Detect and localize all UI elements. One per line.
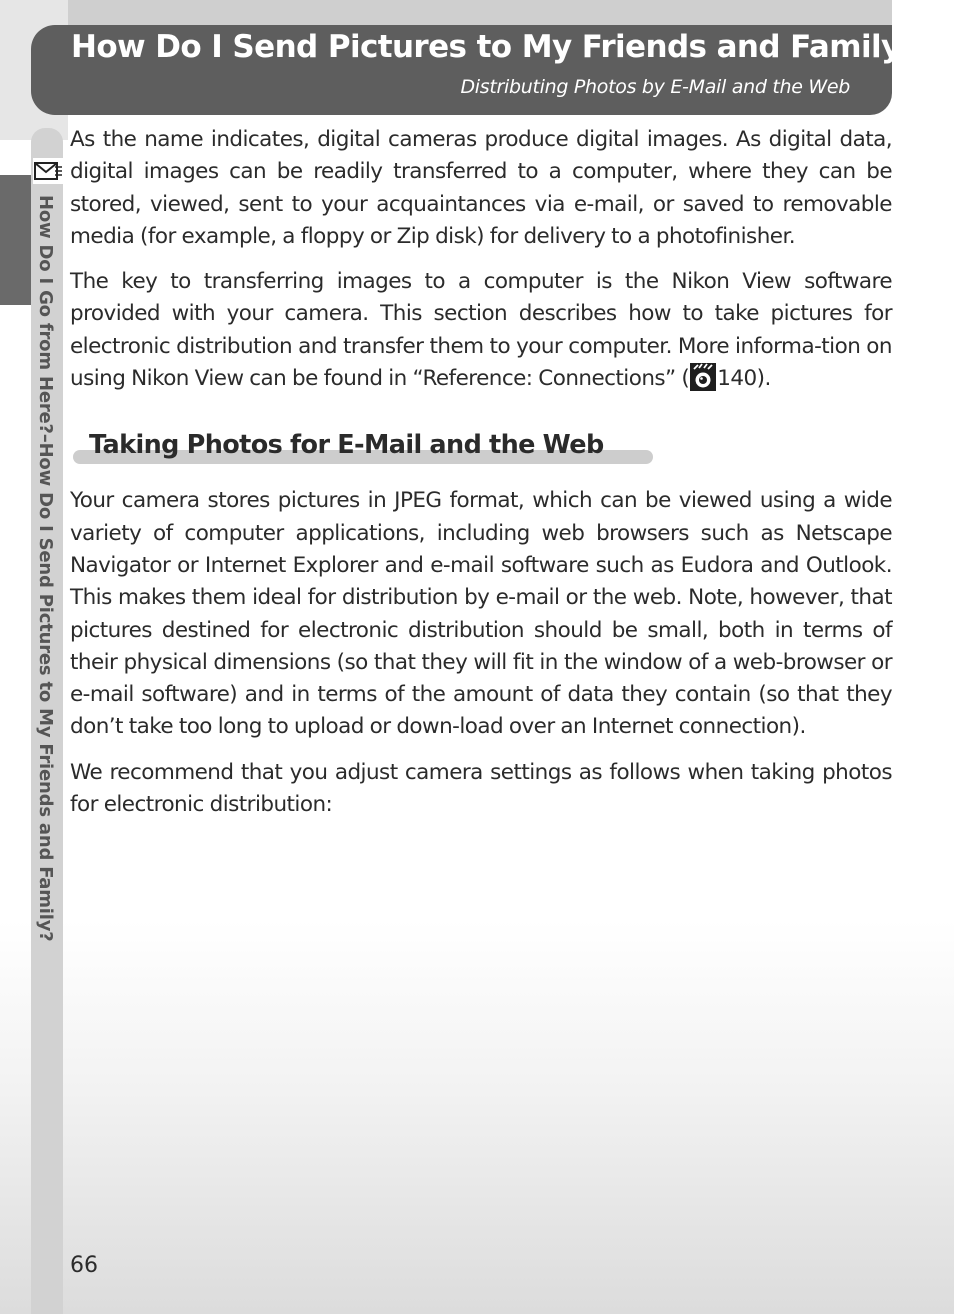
body-paragraph: We recommend that you adjust camera settings as follows when taking photos for electronic distribution: — [70, 759, 892, 818]
paragraph-text: 140). — [717, 366, 771, 392]
reference-page-icon — [690, 363, 716, 391]
page-number: 66 — [70, 1253, 98, 1278]
page-subtitle: Distributing Photos by E-Mail and the Web — [460, 76, 850, 98]
body-paragraph: Your camera stores pictures in JPEG format, which can be viewed using a wide variety of computer applications, including web browsers such as Netscape Navigator or Internet Explorer and e-mail software such as Eudora and Outlook. This makes them ideal for distribution by e-mail or the web. Note, however, that pictures destined for electronic distribution should be small, both in terms of their physical dimensions (so that they will fit in the window of a web-browser or e-mail software) and in terms of the amount of data they contain (so that they don’t take too long to upload or down-load over an Internet connection). — [70, 488, 892, 740]
page-title: How Do I Send Pictures to My Friends and Family? — [71, 29, 918, 65]
section-header — [70, 413, 892, 485]
body-paragraph: As the name indicates, digital cameras produce digital images. As digital data, digital images can be readily transferred to a computer, where they can be stored, viewed, sent to your acquaintances via e-mail, or saved to removable media (for example, a floppy or Zip disk) for delivery to a photofinisher. — [70, 127, 892, 249]
section-heading: Taking Photos for E-Mail and the Web — [89, 430, 604, 461]
chapter-side-label: How Do I Go from Here?–How Do I Send Pictures to My Friends and Family? — [35, 195, 56, 942]
mail-icon — [33, 158, 63, 184]
chapter-tab-marker — [0, 175, 31, 305]
body-paragraph-with-reference — [70, 266, 892, 395]
paragraph-text: The key to transferring images to a computer is the Nikon View software provided with your camera. This section describes how to take pictures for electronic distribution and transfer them to your computer. More informa-tion on using Nikon View can be found in “Reference: Connections” ( — [70, 269, 892, 392]
main-content — [70, 124, 892, 834]
